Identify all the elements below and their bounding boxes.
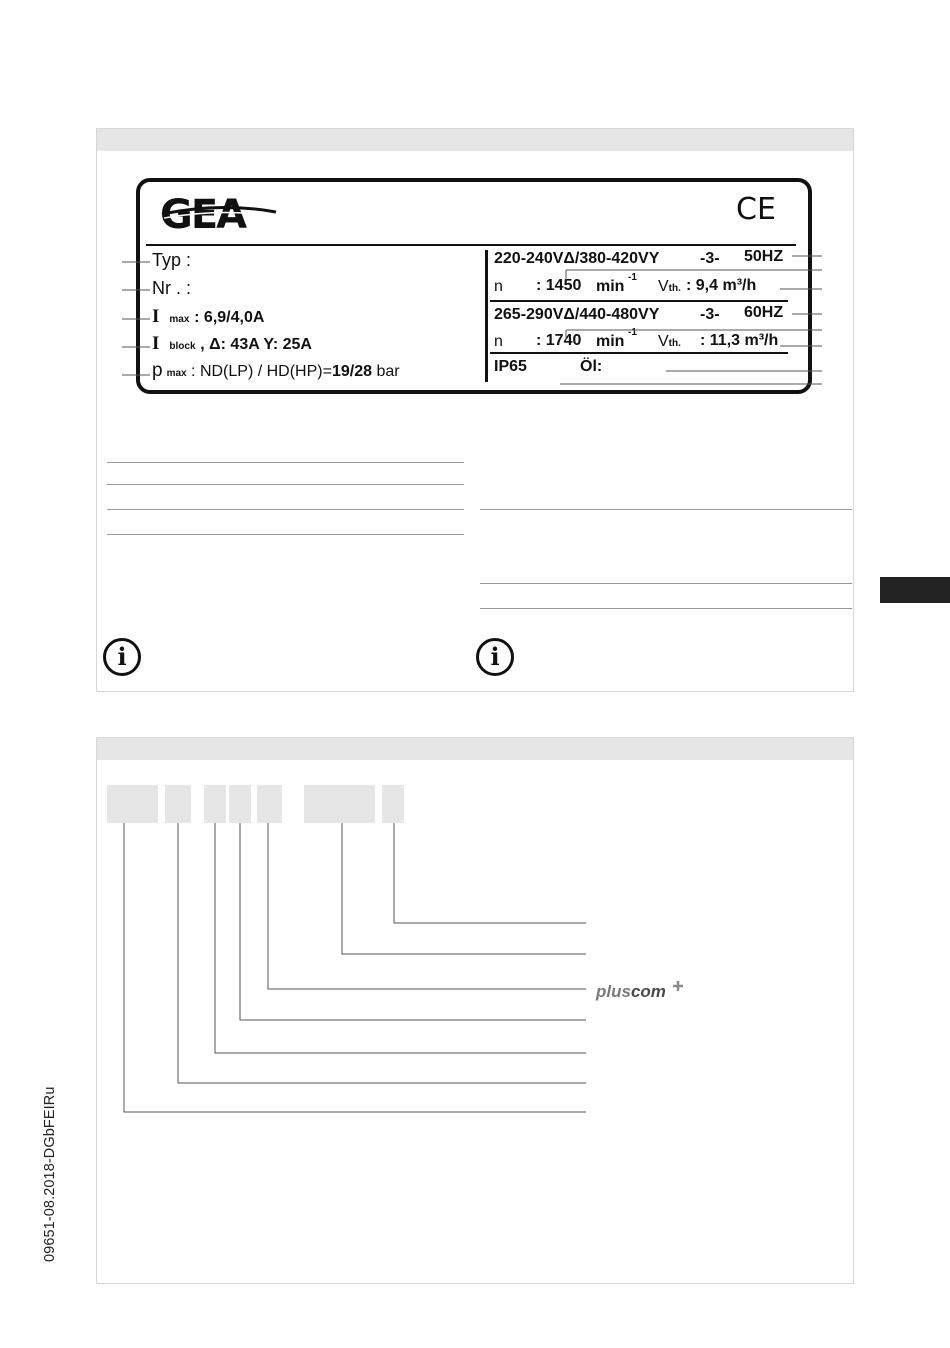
pluscom-logo <box>596 982 666 1002</box>
pmax-label: p <box>152 360 163 381</box>
imax-row <box>152 306 264 328</box>
info-icon <box>476 638 514 676</box>
row4-vth-label: V <box>658 333 669 350</box>
row4-vol: : 11,3 m³/h <box>700 332 779 349</box>
code-segment <box>382 785 404 823</box>
row1-freq: 50HZ <box>744 248 784 265</box>
imax-value: : 6,9/4,0A <box>194 309 265 326</box>
row2-vol: : 9,4 m³/h <box>686 277 757 294</box>
legend-line-left-3 <box>107 509 464 510</box>
imax-label: I <box>152 306 160 327</box>
row1-voltage: 220-240VΔ/380-420VY <box>494 250 660 267</box>
ip-rating: IP65 <box>494 358 527 375</box>
left-leader-lines <box>110 250 160 390</box>
row3-voltage: 265-290VΔ/440-480VY <box>494 306 660 323</box>
row4-vth-sub: th. <box>668 338 681 349</box>
pluscom-plus-icon <box>672 980 684 992</box>
row2-vth-sub: th. <box>668 283 681 294</box>
pluscom-logo-part1: plus <box>596 982 631 1001</box>
row2-speed: : 1450 <box>536 277 582 294</box>
legend-line-right-3 <box>480 608 852 609</box>
info-icon-glyph: i <box>117 642 127 671</box>
legend-line-right-1 <box>480 509 852 510</box>
row2-n: n <box>494 278 503 295</box>
imax-sub: max <box>169 314 190 325</box>
right-leader-lines <box>560 250 830 390</box>
code-segment <box>204 785 226 823</box>
info-icon <box>103 638 141 676</box>
type-code-leader-lines <box>100 823 600 1123</box>
info-icon-glyph: i <box>490 642 500 671</box>
code-segment <box>229 785 251 823</box>
row4-exp: -1 <box>628 327 637 338</box>
document-number: 09651-08.2018-DGbFEIRu <box>42 1086 58 1262</box>
ce-mark: CE <box>736 192 776 227</box>
chapter-tab-marker <box>880 577 950 603</box>
row2-unit: min <box>596 278 625 295</box>
legend-line-left-4 <box>107 534 464 535</box>
gea-swoosh-icon <box>160 194 280 238</box>
nr-label: Nr . : <box>152 278 191 298</box>
code-segment <box>304 785 375 823</box>
typ-label: Typ : <box>152 250 192 270</box>
row4-speed: : 1740 <box>536 332 582 349</box>
row2-vth-label: V <box>658 278 669 295</box>
row1-phase: -3- <box>700 250 720 267</box>
row4-unit: min <box>596 333 625 350</box>
plate-vertical-divider <box>485 250 488 382</box>
legend-line-right-2 <box>480 583 852 584</box>
plate-top-divider <box>146 244 796 246</box>
iblock-sub: block <box>169 341 196 352</box>
iblock-label: I <box>152 333 160 354</box>
oil-label: Öl: <box>580 358 603 375</box>
pmax-value-suffix: bar <box>372 363 400 380</box>
code-segment <box>107 785 158 823</box>
row3-freq: 60HZ <box>744 304 784 321</box>
legend-line-left-2 <box>107 484 464 485</box>
row2-exp: -1 <box>628 272 637 283</box>
iblock-value: , Δ: 43A Y: 25A <box>200 336 312 353</box>
gea-logo-text: GEA <box>160 192 246 238</box>
gea-logo <box>160 194 280 238</box>
iblock-row <box>152 333 312 355</box>
pmax-value-bold: 19/28 <box>331 363 372 380</box>
code-segment <box>165 785 191 823</box>
legend-line-left-1 <box>107 462 464 463</box>
pmax-row <box>152 360 400 382</box>
section-header-bar <box>97 738 853 760</box>
row3-phase: -3- <box>700 306 720 323</box>
section-header-bar <box>97 129 853 151</box>
code-segment <box>257 785 282 823</box>
pmax-sub: max <box>166 368 187 379</box>
pluscom-logo-part2: com <box>630 982 666 1001</box>
row4-n: n <box>494 333 503 350</box>
pmax-value-prefix: : ND(LP) / HD(HP)= <box>191 363 332 380</box>
